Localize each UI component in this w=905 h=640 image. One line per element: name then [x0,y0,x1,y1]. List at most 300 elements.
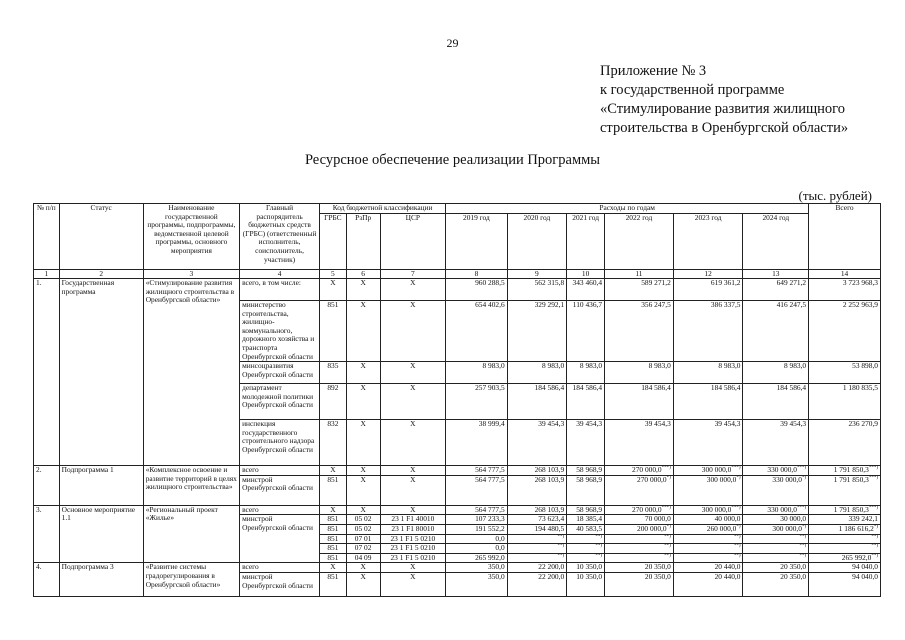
value-text: 8 983,0 [541,361,565,371]
value-cell [446,534,508,544]
row-name: «Региональный проект «Жилье» [143,505,239,563]
csr-code: 23 1 F1 5 0210 [380,534,446,544]
value-cell [567,563,605,573]
footnote-mark: **) [557,543,565,549]
value-cell [567,279,605,301]
value-cell [809,505,881,515]
value-text: 110 436,7 [572,300,603,309]
value-text: 356 247,5 [641,300,671,309]
grbs-name: всего [240,563,320,573]
value-text: 265 992,0 [841,553,872,562]
value-cell [567,544,605,554]
column-number: 9 [507,270,566,279]
grbs-code: X [320,563,347,573]
csr-code: X [380,279,446,301]
grbs-code: 851 [320,475,347,505]
value-cell [605,301,674,362]
row-status: Подпрограмма 3 [59,563,143,597]
column-number: 3 [143,270,239,279]
value-text: 1 180 835,5 [842,383,878,393]
value-text: 1 791 850,3 [833,505,869,514]
value-cell [673,534,743,544]
value-cell [446,384,508,420]
value-text: 107 233,3 [475,514,505,524]
header-year: 2024 год [743,214,809,270]
value-cell [605,563,674,573]
table-row [34,466,881,476]
grbs-name: инспекция государственного строительного надзора Оренбургской области [240,420,320,466]
value-cell [673,505,743,515]
value-cell [507,384,566,420]
grbs-code: 851 [320,544,347,554]
csr-code: X [380,563,446,573]
row-status: Основное мероприятие 1.1 [59,505,143,563]
value-text: 53 898,0 [852,361,878,371]
value-text: 8 983,0 [783,361,807,371]
grbs-code: 832 [320,420,347,466]
grbs-name: всего [240,505,320,515]
value-text: 236 270,9 [848,419,878,429]
grbs-name: департамент молодежной политики Оренбургской области [240,384,320,420]
rzpr-code: 07 02 [346,544,380,554]
value-cell [567,515,605,525]
rzpr-code: X [346,384,380,420]
appendix-line: к государственной программе [600,82,785,98]
value-cell [809,553,881,563]
value-cell [446,420,508,466]
value-text: 184 586,4 [776,383,807,393]
footnote-mark: ***) [661,505,671,511]
value-cell [743,534,809,544]
value-text: 70 000,0 [644,514,671,524]
footnote-mark: ***) [868,475,878,481]
value-cell [567,420,605,466]
value-cell [673,553,743,563]
value-cell [507,534,566,544]
value-cell [567,572,605,596]
value-text: 20 350,0 [644,572,671,581]
value-text: 562 315,8 [534,278,565,287]
column-number: 1 [34,270,60,279]
value-cell [567,384,605,420]
value-text: 184 586,4 [534,383,565,393]
csr-code: 23 1 F1 80010 [380,524,446,534]
value-text: 386 337,5 [710,300,741,309]
rzpr-code: X [346,563,380,573]
value-text: 330 000,0 [767,465,797,475]
value-text: 3 723 968,3 [842,278,878,287]
value-text: 10 350,0 [576,572,603,581]
value-text: 564 777,5 [475,465,505,475]
rzpr-code: X [346,420,380,466]
value-cell [809,524,881,534]
rzpr-code: X [346,362,380,384]
value-cell [673,572,743,596]
value-cell [567,524,605,534]
csr-code: 23 1 F1 5 0210 [380,544,446,554]
grbs-code: X [320,466,347,476]
value-cell [567,505,605,515]
footnote-mark: ***) [868,465,878,471]
value-cell [507,524,566,534]
footnote-mark: **) [557,553,565,559]
footnote-mark: **) [595,553,603,559]
grbs-code: X [320,279,347,301]
value-cell [809,279,881,301]
value-cell [809,475,881,505]
footnote-mark: **) [664,553,671,559]
value-text: 270 000,0 [632,465,662,475]
value-cell [809,563,881,573]
footnote-mark: *) [736,524,741,530]
value-cell [673,466,743,476]
value-cell [743,279,809,301]
value-cell [446,505,508,515]
value-text: 330 000,0 [767,505,797,514]
footnote-mark: ***) [661,465,671,471]
value-text: 300 000,0 [701,505,732,514]
value-text: 20 440,0 [714,572,741,581]
column-number: 5 [320,270,347,279]
grbs-code: 851 [320,553,347,563]
appendix-line: строительства в Оренбургской области» [600,120,849,136]
value-text: 649 271,2 [776,278,807,287]
footnote-mark: *) [801,524,807,530]
value-cell [605,505,674,515]
grbs-code: 851 [320,572,347,596]
column-number: 8 [446,270,508,279]
value-cell [673,362,743,384]
header-year: 2021 год [567,214,605,270]
value-text: 184 586,4 [710,383,741,393]
value-text: 200 000,0 [637,524,667,533]
header-num: № п/п [34,204,60,270]
value-text: 40 583,5 [576,524,603,533]
value-text: 184 586,4 [572,383,603,393]
value-cell [743,515,809,525]
value-cell [605,515,674,525]
value-cell [446,553,508,563]
value-text: 270 000,0 [637,475,667,484]
value-cell [743,553,809,563]
row-status: Государственная программа [59,279,143,466]
value-cell [567,362,605,384]
footnote-mark: **) [595,534,603,540]
value-cell [446,475,508,505]
value-cell [673,515,743,525]
value-cell [809,301,881,362]
value-cell [567,553,605,563]
value-cell [743,563,809,573]
value-text: 58 968,9 [576,505,603,514]
value-cell [605,544,674,554]
footnote-mark: **) [595,543,603,549]
appendix-heading [600,62,848,138]
footnote-mark: **) [871,534,878,540]
row-number: 2. [34,466,60,506]
footnote-mark: *) [801,475,807,481]
footnote-mark: **) [733,534,741,540]
header-grbs-main: Главный распорядитель бюджетных средств (ГРБС) (ответственный исполнитель, соисполнитель, участник) [240,204,320,270]
value-text: 268 103,9 [534,475,565,484]
csr-code: 23 1 F1 5 0210 [380,553,446,563]
value-text: 589 271,2 [641,278,671,287]
value-cell [809,572,881,596]
value-cell [673,475,743,505]
value-text: 58 968,9 [576,475,603,484]
rzpr-code: X [346,505,380,515]
table-row [34,563,881,573]
grbs-name: всего, в том числе: [240,279,320,301]
value-text: 268 103,9 [534,505,565,514]
csr-code: X [380,505,446,515]
value-text: 564 777,5 [475,505,505,514]
row-number: 4. [34,563,60,597]
value-text: 73 623,4 [538,514,565,524]
grbs-code: 851 [320,515,347,525]
value-cell [446,301,508,362]
value-text: 329 292,1 [534,300,565,309]
grbs-name: минстрой Оренбургской области [240,515,320,563]
value-text: 184 586,4 [641,383,671,393]
value-cell [567,475,605,505]
header-year: 2019 год [446,214,508,270]
header-total: Всего [809,204,881,270]
csr-code: X [380,420,446,466]
units-label: (тыс. рублей) [798,188,872,203]
value-text: 191 552,2 [475,524,505,533]
footnote-mark: *) [666,524,671,530]
footnote-mark: **) [799,553,807,559]
value-cell [809,534,881,544]
column-number: 2 [59,270,143,279]
appendix-line: «Стимулирование развития жилищного [600,101,845,117]
value-cell [446,572,508,596]
footnote-mark: **) [664,543,671,549]
value-text: 39 454,3 [644,419,671,429]
value-cell [673,544,743,554]
grbs-name: министерство строительства, жилищно-коммунального, дорожного хозяйства и транспорта Оренбургской области [240,301,320,362]
value-text: 300 000,0 [772,524,802,533]
value-text: 260 000,0 [706,524,737,533]
column-number: 4 [240,270,320,279]
footnote-mark: **) [871,553,878,559]
footnote-mark: **) [733,553,741,559]
value-text: 39 454,3 [780,419,807,429]
column-number: 13 [743,270,809,279]
value-text: 300 000,0 [701,465,732,475]
value-cell [605,572,674,596]
value-cell [605,475,674,505]
footnote-mark: *) [736,475,741,481]
value-cell [446,563,508,573]
header-budget-code: Код бюджетной классификации [320,204,446,214]
value-cell [673,563,743,573]
value-text: 350,0 [488,572,505,581]
value-text: 18 385,4 [576,514,603,524]
value-cell [507,505,566,515]
value-cell [507,279,566,301]
table-row [34,505,881,515]
header-year: 2022 год [605,214,674,270]
value-cell [673,524,743,534]
value-text: 8 983,0 [482,361,505,371]
grbs-code: 851 [320,534,347,544]
rzpr-code: X [346,301,380,362]
value-text: 194 480,5 [534,524,565,533]
header-grbs: ГРБС [320,214,347,270]
value-cell [673,420,743,466]
value-cell [507,515,566,525]
value-cell [446,524,508,534]
rzpr-code: X [346,475,380,505]
value-text: 39 454,3 [538,419,565,429]
value-text: 20 350,0 [780,562,807,572]
csr-code: X [380,475,446,505]
page-number: 29 [446,36,459,50]
value-text: 1 791 850,3 [833,465,869,475]
value-cell [605,466,674,476]
value-cell [567,534,605,544]
value-cell [673,384,743,420]
column-number: 7 [380,270,446,279]
header-year: 2020 год [507,214,566,270]
value-text: 343 460,4 [572,278,603,287]
value-cell [605,534,674,544]
value-cell [605,279,674,301]
value-text: 20 440,0 [714,562,741,572]
header-status: Статус [59,204,143,270]
document-title: Ресурсное обеспечение реализации Программы [304,152,601,168]
value-text: 10 350,0 [576,562,603,572]
row-status: Подпрограмма 1 [59,466,143,506]
value-cell [673,301,743,362]
value-cell [673,279,743,301]
grbs-code: 851 [320,301,347,362]
value-text: 22 200,0 [538,562,565,572]
csr-code: 23 1 F1 40010 [380,515,446,525]
grbs-code: 851 [320,524,347,534]
column-number: 11 [605,270,674,279]
value-text: 20 350,0 [644,562,671,572]
value-cell [507,563,566,573]
value-cell [743,420,809,466]
value-text: 30 000,0 [780,514,807,524]
value-cell [605,384,674,420]
value-cell [605,553,674,563]
value-cell [743,466,809,476]
value-cell [605,362,674,384]
value-cell [809,362,881,384]
row-name: «Стимулирование развития жилищного строительства в Оренбургской области» [143,279,239,466]
grbs-name: минсоцразвития Оренбургской области [240,362,320,384]
header-name: Наименование государственной программы, подпрограммы, ведомственной целевой программы, основного мероприятия [143,204,239,270]
rzpr-code: X [346,572,380,596]
value-text: 960 288,5 [475,278,505,287]
value-cell [507,553,566,563]
grbs-code: X [320,505,347,515]
value-text: 8 983,0 [648,361,671,371]
value-cell [507,301,566,362]
value-cell [809,515,881,525]
csr-code: X [380,362,446,384]
column-number: 12 [673,270,743,279]
row-name: «Комплексное освоение и развитие территорий в целях жилищного строительства» [143,466,239,506]
column-numbers-row [34,270,881,279]
table-row [34,279,881,301]
value-cell [507,475,566,505]
value-text: 22 200,0 [538,572,565,581]
rzpr-code: X [346,466,380,476]
value-text: 40 000,0 [714,514,741,524]
value-text: 1 186 616,2 [838,524,874,533]
value-cell [743,475,809,505]
value-cell [507,420,566,466]
value-cell [605,524,674,534]
footnote-mark: ***) [796,505,807,511]
grbs-name: минстрой Оренбургской области [240,475,320,505]
value-cell [743,505,809,515]
value-text: 257 903,5 [475,383,505,393]
value-cell [507,544,566,554]
value-cell [567,466,605,476]
grbs-code: 835 [320,362,347,384]
value-text: 8 983,0 [579,361,603,371]
value-text: 300 000,0 [706,475,737,484]
column-number: 14 [809,270,881,279]
rzpr-code: 04 09 [346,553,380,563]
footnote-mark: ***) [796,465,807,471]
value-text: 58 968,9 [576,465,603,475]
value-cell [743,362,809,384]
csr-code: X [380,572,446,596]
value-text: 94 040,0 [852,572,878,581]
value-cell [743,544,809,554]
value-text: 2 252 963,9 [842,300,878,309]
row-name: «Развитие системы градорегулирования в Оренбургской области» [143,563,239,597]
value-cell [743,301,809,362]
csr-code: X [380,301,446,362]
footnote-mark: **) [799,543,807,549]
value-text: 339 242,1 [848,514,878,524]
value-cell [446,466,508,476]
value-text: 268 103,9 [534,465,565,475]
header-csr: ЦСР [380,214,446,270]
value-cell [809,384,881,420]
value-text: 20 350,0 [780,572,807,581]
value-text: 270 000,0 [632,505,662,514]
header-year: 2023 год [673,214,743,270]
value-text: 8 983,0 [718,361,741,371]
value-text: 416 247,5 [776,300,807,309]
row-number: 3. [34,505,60,563]
grbs-name: всего [240,466,320,476]
rzpr-code: X [346,279,380,301]
value-text: 564 777,5 [475,475,505,484]
appendix-line: Приложение № 3 [600,63,707,79]
value-text: 94 040,0 [852,562,878,572]
column-number: 6 [346,270,380,279]
value-cell [809,544,881,554]
value-cell [446,515,508,525]
grbs-code: 892 [320,384,347,420]
value-text: 619 361,2 [710,278,741,287]
header-rzpr: РзПр [346,214,380,270]
value-text: 0,0 [495,534,505,543]
value-cell [507,466,566,476]
footnote-mark: ***) [731,465,741,471]
value-cell [446,544,508,554]
